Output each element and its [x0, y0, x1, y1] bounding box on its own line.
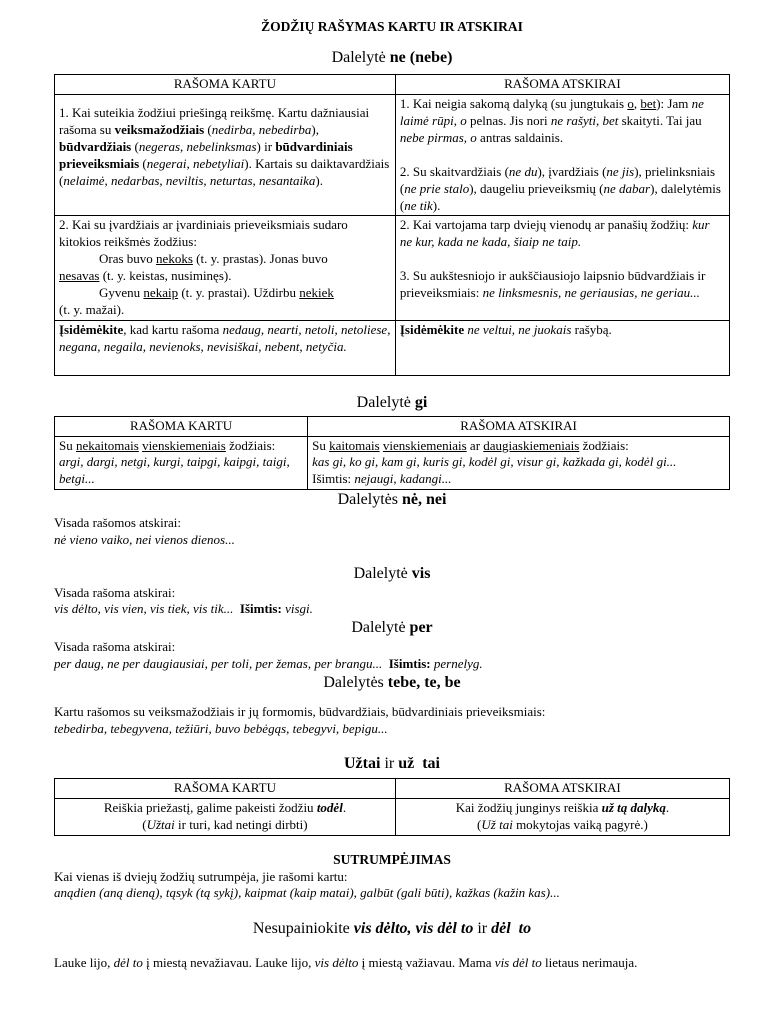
- table-cell: 2. Kai su įvardžiais ar įvardiniais prieveiksmiais sudaro kitokios reikšmės žodžius: Oras buvo nekoks (t. y. prastas). Jonas buvo nesavas (t. y. keistas, nusiminęs). Gyvenu nekaip (t. y. prastai). Uždirbu nekiek (t. y. mažai).: [55, 216, 396, 320]
- cell-text: ir turi, kad netingi dirbti): [174, 817, 308, 833]
- cell-text-underlined: vienskiemeniais: [382, 437, 467, 453]
- heading-bold: Užtai: [344, 755, 381, 773]
- exception-text: pernelyg.: [433, 656, 483, 672]
- section-examples-line: [54, 656, 730, 673]
- section-heading-tebe: [54, 673, 730, 694]
- table-header-row: [55, 75, 730, 95]
- cell-text: mokytojas vaiką pagyrė.): [512, 817, 648, 833]
- exception-line: [312, 471, 725, 488]
- table-header-row: [55, 416, 730, 436]
- heading-emphasis: vis dėlto, vis dėl to: [353, 920, 474, 938]
- cell-line: [400, 800, 725, 817]
- cell-emphasis: už tą dalyką: [601, 800, 666, 816]
- col-header-atskirai: RAŠOMA ATSKIRAI: [395, 779, 729, 799]
- heading-prefix: Dalelytės: [337, 491, 402, 509]
- cell-text: žodžiais:: [579, 437, 629, 453]
- cell-text: (: [142, 817, 147, 833]
- col-header-kartu: RAŠOMA KARTU: [55, 779, 396, 799]
- example-sentence: [54, 955, 730, 972]
- exception-text: nejaugi, kadangi...: [354, 471, 452, 487]
- table-row: [55, 436, 730, 490]
- cell-text: Su: [59, 437, 76, 453]
- section-heading-ne-nei: [54, 490, 730, 511]
- exception-label: Išimtis:: [239, 601, 282, 617]
- exception-text: visgi.: [285, 601, 313, 617]
- section-examples: tebedirba, tebegyvena, težiūri, buvo bebėgąs, tebegyvi, bepigu...: [54, 720, 388, 736]
- cell-line: [59, 800, 391, 817]
- cell-text-underlined: nekaitomais: [75, 437, 139, 453]
- cell-text: (: [477, 817, 482, 833]
- cell-text: .: [665, 800, 670, 816]
- section-heading-sutrumpejimas: SUTRUMPĖJIMAS: [333, 851, 451, 867]
- cell-text-underlined: kaitomais: [329, 437, 380, 453]
- heading-prefix: ir: [473, 920, 492, 938]
- cell-text: .: [342, 800, 347, 816]
- gi-table: [54, 416, 730, 491]
- ne-table: [54, 74, 730, 375]
- table-row: [55, 95, 730, 216]
- col-header-atskirai: RAŠOMA ATSKIRAI: [395, 75, 729, 95]
- table-row: [55, 799, 730, 836]
- col-header-kartu: RAŠOMA KARTU: [55, 75, 396, 95]
- section-heading-ne: [54, 48, 730, 69]
- cell-text: Reiškia priežastį, galime pakeisti žodžiu: [103, 800, 317, 816]
- cell-emphasis: todėl: [316, 800, 343, 816]
- heading-bold: vis: [411, 564, 431, 582]
- sentence-text: į miestą nevažiavau. Lauke lijo,: [142, 955, 315, 971]
- section-text: Kai vienas iš dviejų žodžių sutrumpėja, jie rašomi kartu:: [54, 868, 348, 884]
- table-cell: Įsidėmėkite, kad kartu rašoma nedaug, nearti, netoli, netoliese, negana, negaila, nevienoks, nevisiškai, nebent, netyčia.: [55, 320, 396, 375]
- section-heading-per: [54, 618, 730, 639]
- table-row: [55, 216, 730, 320]
- section-heading-vis: [54, 564, 730, 585]
- section-text: Visada rašomos atskirai:: [54, 514, 182, 530]
- heading-prefix: Dalelytė: [356, 393, 415, 411]
- heading-bold: ne (nebe): [389, 48, 453, 66]
- section-text: Visada rašoma atskirai:: [54, 639, 176, 655]
- cell-text: Su: [312, 437, 330, 453]
- table-cell: 2. Kai vartojama tarp dviejų vienodų ar panašių žodžių: kur ne kur, kada ne kada, šiaip ne taip. 3. Su aukštesniojo ir aukščiausiojo laipsnio būdvardžiais ir prieveiksmiais: ne linksmesnis, ne geriausias, ne geriau...: [395, 216, 729, 320]
- section-text: Kartu rašomos su veiksmažodžiais ir jų formomis, būdvardžiais, būdvardiniais prieveiksmiais:: [54, 703, 546, 719]
- section-examples: per daug, ne per daugiausiai, per toli, per žemas, per brangu...: [54, 656, 383, 672]
- heading-prefix: Dalelytė: [351, 619, 410, 637]
- table-cell: [55, 799, 396, 836]
- exception-label: Išimtis:: [388, 656, 431, 672]
- heading-bold: tebe, te, be: [387, 673, 461, 691]
- sentence-text: Lauke lijo,: [54, 955, 114, 971]
- sentence-italic: dėl to: [113, 955, 143, 971]
- sentence-italic: vis dėl to: [494, 955, 542, 971]
- heading-prefix: Dalelytės: [323, 673, 388, 691]
- table-cell: [395, 799, 729, 836]
- heading-bold: nė, nei: [401, 491, 447, 509]
- cell-examples: kas gi, ko gi, kam gi, kuris gi, kodėl gi, visur gi, kažkada gi, kodėl gi...: [312, 454, 677, 470]
- cell-line: [59, 817, 391, 834]
- section-examples: nė vieno vaiko, nei vienos dienos...: [54, 531, 235, 547]
- section-text: Visada rašoma atskirai:: [54, 584, 176, 600]
- sentence-text: į miestą važiavau. Mama: [358, 955, 495, 971]
- section-examples: vis dėlto, vis vien, vis tiek, vis tik...: [54, 601, 234, 617]
- heading-emphasis: dėl to: [491, 920, 532, 938]
- cell-italic: Užtai: [146, 817, 175, 833]
- table-cell: [55, 436, 308, 490]
- sentence-text: lietaus nerimauja.: [541, 955, 638, 971]
- cell-line: [400, 817, 725, 834]
- table-cell: 1. Kai neigia sakomą dalyką (su jungtukais o, bet): Jam ne laimė rūpi, o pelnas. Jis nori ne rašyti, bet skaityti. Tai jau nebe pirmas, o antras saldainis. 2. Su skaitvardžiais (ne du), įvardžiais (ne jis), prielinksniais (ne prie stalo), daugeliu prieveiksmių (ne dabar), dalelytėmis (ne tik).: [395, 95, 729, 216]
- cell-examples: argi, dargi, netgi, kurgi, taipgi, kaipgi, taigi, betgi...: [59, 454, 290, 487]
- page-title: ŽODŽIŲ RAŠYMAS KARTU IR ATSKIRAI: [261, 19, 523, 34]
- section-examples-line: [54, 601, 730, 618]
- section-examples: anądien (aną dieną), tąsyk (tą sykį), kaipmat (kaip matai), galbūt (gali būti), kažkas (kažin kas)...: [54, 885, 560, 901]
- col-header-atskirai: RAŠOMA ATSKIRAI: [308, 416, 730, 436]
- cell-text: žodžiais:: [225, 437, 276, 453]
- uztai-table: [54, 778, 730, 836]
- col-header-kartu: RAŠOMA KARTU: [55, 416, 308, 436]
- section-heading-nesupainiokite: [54, 919, 730, 940]
- section-heading-uztai: [54, 754, 730, 775]
- table-row: [55, 320, 730, 375]
- table-cell: 1. Kai suteikia žodžiui priešingą reikšmę. Kartu dažniausiai rašoma su veiksmažodžiais (nedirba, nebedirba), būdvardžiais (negeras, nebelinksmas) ir būdvardiniais prieveiksmiais (negerai, nebetyliai). Kartais su daiktavardžiais (nelaimė, nedarbas, neviltis, neturtas, nesantaika).: [55, 95, 396, 216]
- heading-prefix: Dalelytė: [331, 48, 390, 66]
- cell-text-underlined: daugiaskiemeniais: [483, 437, 580, 453]
- exception-label: Išimtis:: [312, 471, 355, 487]
- document-page: [54, 14, 730, 972]
- cell-text: ar: [466, 437, 484, 453]
- heading-bold: už tai: [398, 755, 440, 773]
- cell-italic: Už tai: [481, 817, 513, 833]
- heading-bold: gi: [414, 393, 428, 411]
- sentence-italic: vis dėlto: [314, 955, 359, 971]
- cell-text: Kai žodžių junginys reiškia: [455, 800, 602, 816]
- table-cell: Įsidėmėkite ne veltui, ne juokais rašybą.: [395, 320, 729, 375]
- heading-prefix: Dalelytė: [353, 564, 412, 582]
- section-heading-gi: [54, 393, 730, 414]
- table-cell: [308, 436, 730, 490]
- table-header-row: [55, 779, 730, 799]
- heading-bold: per: [409, 619, 433, 637]
- heading-prefix: ir: [380, 755, 399, 773]
- heading-prefix: Nesupainiokite: [252, 920, 354, 938]
- cell-text-underlined: vienskiemeniais: [142, 437, 226, 453]
